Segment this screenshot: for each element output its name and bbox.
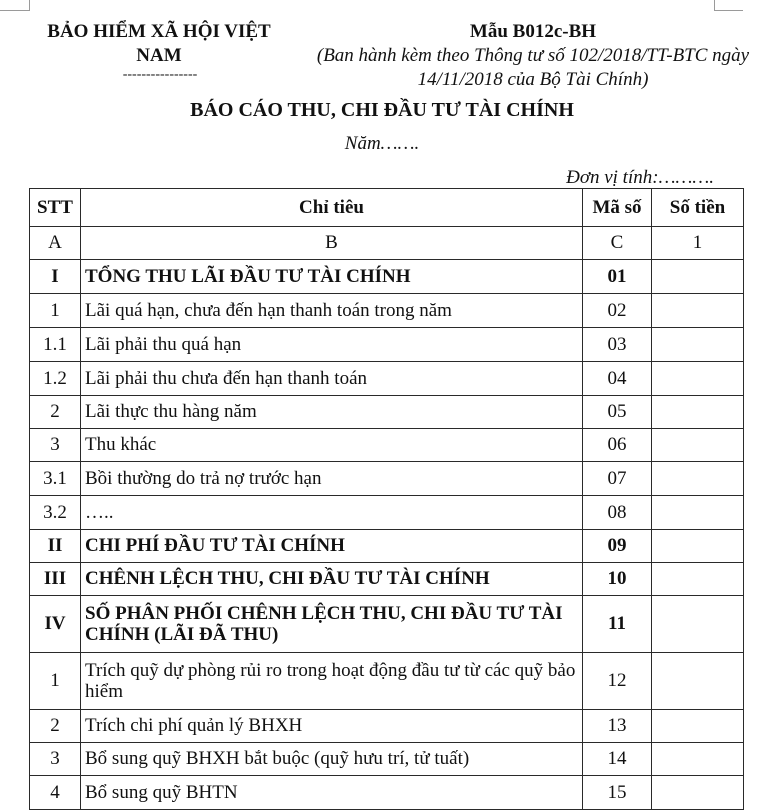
row-amount-cell[interactable] <box>652 563 744 596</box>
row-code: 14 <box>583 743 652 776</box>
table-row <box>30 328 744 362</box>
column-header-indicator: Chỉ tiêu <box>81 189 583 227</box>
row-amount-cell[interactable] <box>652 710 744 743</box>
row-code: 15 <box>583 776 652 810</box>
table-row <box>30 294 744 328</box>
row-amount-cell[interactable] <box>652 530 744 563</box>
table-row <box>30 260 744 294</box>
table-row <box>30 429 744 462</box>
column-code-1: 1 <box>652 227 744 260</box>
table-row <box>30 462 744 496</box>
row-stt: III <box>30 563 81 596</box>
row-indicator: ….. <box>81 496 583 530</box>
row-amount-cell[interactable] <box>652 294 744 328</box>
row-indicator: Bổ sung quỹ BHXH bắt buộc (quỹ hưu trí, tử tuất) <box>81 743 583 776</box>
page-corner-mark-left <box>0 0 30 11</box>
organization-name: BẢO HIỂM XÃ HỘI VIỆT NAM <box>47 21 271 66</box>
row-indicator: Lãi quá hạn, chưa đến hạn thanh toán trong năm <box>81 294 583 328</box>
row-stt: 3.1 <box>30 462 81 496</box>
row-indicator: CHI PHÍ ĐẦU TƯ TÀI CHÍNH <box>81 530 583 563</box>
row-stt: 2 <box>30 710 81 743</box>
row-code: 09 <box>583 530 652 563</box>
row-code: 02 <box>583 294 652 328</box>
table-row <box>30 563 744 596</box>
row-stt: I <box>30 260 81 294</box>
row-amount-cell[interactable] <box>652 260 744 294</box>
column-header-code: Mã số <box>583 189 652 227</box>
row-indicator: SỐ PHÂN PHỐI CHÊNH LỆCH THU, CHI ĐẦU TƯ TÀI CHÍNH (LÃI ĐÃ THU) <box>81 596 583 653</box>
row-indicator: Trích chi phí quản lý BHXH <box>81 710 583 743</box>
organization-separator: ---------------- <box>122 68 198 82</box>
row-amount-cell[interactable] <box>652 653 744 710</box>
table-row <box>30 776 744 810</box>
row-indicator: Lãi phải thu quá hạn <box>81 328 583 362</box>
row-indicator: Trích quỹ dự phòng rủi ro trong hoạt động đầu tư từ các quỹ bảo hiểm <box>81 653 583 710</box>
row-code: 05 <box>583 396 652 429</box>
row-stt: II <box>30 530 81 563</box>
row-stt: 1 <box>30 653 81 710</box>
table-row <box>30 653 744 710</box>
row-stt: 2 <box>30 396 81 429</box>
table-row <box>30 596 744 653</box>
row-stt: 4 <box>30 776 81 810</box>
row-code: 08 <box>583 496 652 530</box>
row-code: 12 <box>583 653 652 710</box>
row-amount-cell[interactable] <box>652 328 744 362</box>
column-code-b: B <box>81 227 583 260</box>
row-stt: 1.2 <box>30 362 81 396</box>
row-amount-cell[interactable] <box>652 429 744 462</box>
table-row <box>30 496 744 530</box>
row-stt: 1.1 <box>30 328 81 362</box>
row-amount-cell[interactable] <box>652 396 744 429</box>
table-row <box>30 743 744 776</box>
report-table <box>29 188 744 810</box>
column-code-row <box>30 227 744 260</box>
page-corner-mark-right <box>714 0 743 11</box>
row-indicator: Lãi phải thu chưa đến hạn thanh toán <box>81 362 583 396</box>
row-stt: 3 <box>30 429 81 462</box>
row-indicator: Lãi thực thu hàng năm <box>81 396 583 429</box>
column-code-c: C <box>583 227 652 260</box>
table-row <box>30 362 744 396</box>
table-row <box>30 710 744 743</box>
row-code: 06 <box>583 429 652 462</box>
table-row <box>30 396 744 429</box>
report-year: Năm……. <box>344 133 420 154</box>
row-stt: IV <box>30 596 81 653</box>
form-code: Mẫu B012c-BH <box>469 21 597 42</box>
row-code: 13 <box>583 710 652 743</box>
table-header-row <box>30 189 744 227</box>
row-stt: 3 <box>30 743 81 776</box>
row-code: 10 <box>583 563 652 596</box>
row-stt: 1 <box>30 294 81 328</box>
row-amount-cell[interactable] <box>652 776 744 810</box>
form-note: (Ban hành kèm theo Thông tư số 102/2018/TT-BTC ngày 14/11/2018 của Bộ Tài Chính) <box>316 45 750 90</box>
row-indicator: TỔNG THU LÃI ĐẦU TƯ TÀI CHÍNH <box>81 260 583 294</box>
row-code: 07 <box>583 462 652 496</box>
row-amount-cell[interactable] <box>652 596 744 653</box>
row-amount-cell[interactable] <box>652 362 744 396</box>
column-header-stt: STT <box>30 189 81 227</box>
table-row <box>30 530 744 563</box>
row-amount-cell[interactable] <box>652 496 744 530</box>
unit-label: Đơn vị tính:………. <box>566 167 714 188</box>
row-indicator: Bồi thường do trả nợ trước hạn <box>81 462 583 496</box>
row-indicator: CHÊNH LỆCH THU, CHI ĐẦU TƯ TÀI CHÍNH <box>81 563 583 596</box>
row-code: 01 <box>583 260 652 294</box>
row-indicator: Thu khác <box>81 429 583 462</box>
report-title: BÁO CÁO THU, CHI ĐẦU TƯ TÀI CHÍNH <box>190 99 574 121</box>
row-amount-cell[interactable] <box>652 743 744 776</box>
row-stt: 3.2 <box>30 496 81 530</box>
column-header-amount: Số tiền <box>652 189 744 227</box>
row-code: 11 <box>583 596 652 653</box>
row-amount-cell[interactable] <box>652 462 744 496</box>
row-indicator: Bổ sung quỹ BHTN <box>81 776 583 810</box>
row-code: 04 <box>583 362 652 396</box>
row-code: 03 <box>583 328 652 362</box>
column-code-a: A <box>30 227 81 260</box>
